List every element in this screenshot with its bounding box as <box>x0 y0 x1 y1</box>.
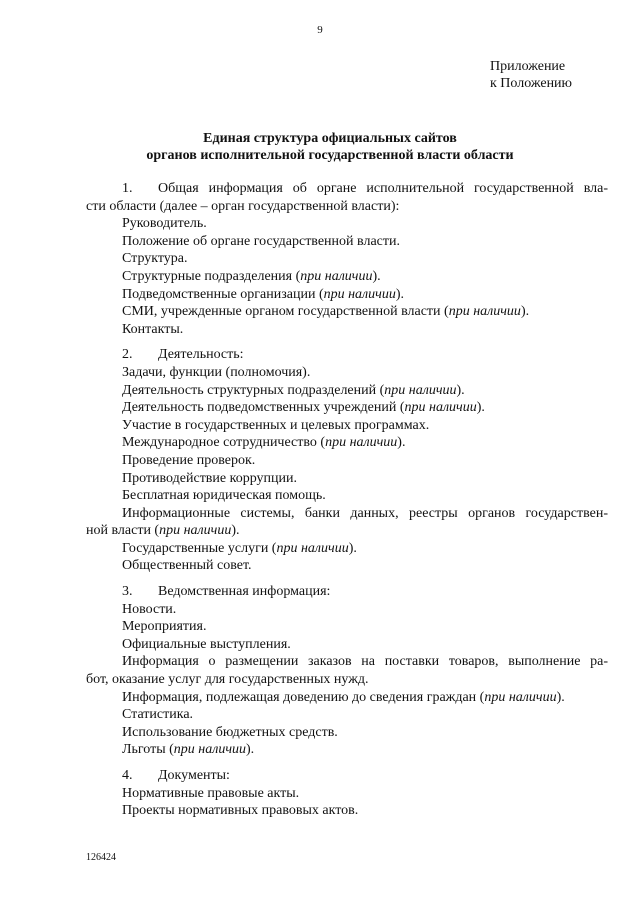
section-heading-text: Деятельность: <box>158 347 244 363</box>
section-4 <box>86 767 608 820</box>
title-line-1: Единая структура официальных сайтов <box>203 131 457 146</box>
list-item: Структура. <box>122 251 188 267</box>
document-body <box>86 180 608 828</box>
list-item: Льготы (при наличии). <box>122 742 255 758</box>
list-item: СМИ, учрежденные органом государственной власти (при наличии). <box>122 304 530 320</box>
note-italic: при наличии <box>159 523 232 539</box>
appendix-line-1: Приложение <box>490 59 566 74</box>
list-item-wrapped: Информация о размещении заказов на поставки товаров, выполнение ра- <box>122 654 608 670</box>
footer-code: 126424 <box>86 852 116 863</box>
note-italic: при наличии <box>276 540 349 556</box>
note-italic: при наличии <box>448 304 521 320</box>
section-number: 2. <box>122 347 133 363</box>
section-heading <box>86 767 608 785</box>
note-italic: при наличии <box>325 435 398 451</box>
list-item-wrapped: Информационные системы, банки данных, реестры органов государствен- <box>122 505 608 521</box>
section-heading-text: Документы: <box>158 768 230 783</box>
section-3 <box>86 583 608 759</box>
list-item: Структурные подразделения (при наличии). <box>122 268 381 284</box>
section-number: 4. <box>122 768 133 783</box>
title-line-2: органов исполнительной государственной власти области <box>146 148 514 163</box>
list-item: Деятельность структурных подразделений (при наличии). <box>122 382 465 398</box>
section-number: 1. <box>122 181 133 196</box>
list-item: Нормативные правовые акты. <box>122 785 300 801</box>
list-item: Статистика. <box>122 707 194 723</box>
list-item: Положение об органе государственной власти. <box>122 233 400 249</box>
list-item: Международное сотрудничество (при наличии). <box>122 435 406 451</box>
note-italic: при наличии <box>323 286 396 302</box>
page-number: 9 <box>317 24 323 36</box>
list-item: Бесплатная юридическая помощь. <box>122 488 326 504</box>
list-item-continued: бот, оказание услуг для государственных нужд. <box>86 672 369 688</box>
list-item: Официальные выступления. <box>122 636 291 652</box>
list-item: Подведомственные организации (при наличии). <box>122 286 405 302</box>
list-item: Общественный совет. <box>122 558 252 574</box>
list-item: Руководитель. <box>122 216 207 232</box>
list-item: Мероприятия. <box>122 619 207 635</box>
appendix-line-2: к Положению <box>490 76 573 91</box>
list-item: Контакты. <box>122 321 184 337</box>
document-title <box>0 130 640 164</box>
list-item: Использование бюджетных средств. <box>122 724 338 740</box>
list-item: Проекты нормативных правовых актов. <box>122 803 359 819</box>
section-heading-continued: сти области (далее – орган государственной власти): <box>86 198 400 214</box>
note-italic: при наличии <box>173 742 247 758</box>
list-item: Противодействие коррупции. <box>122 470 297 486</box>
note-italic: при наличии <box>300 268 373 284</box>
section-heading-text: Ведомственная информация: <box>158 584 331 600</box>
note-italic: при наличии <box>384 382 457 398</box>
section-number: 3. <box>122 584 133 600</box>
section-heading <box>86 583 608 601</box>
list-item: Проведение проверок. <box>122 452 256 468</box>
list-item: Участие в государственных и целевых программах. <box>122 417 430 433</box>
section-2 <box>86 346 608 575</box>
note-italic: при наличии <box>484 689 557 705</box>
list-item-continued: ной власти (при наличии). <box>86 523 240 539</box>
list-item: Деятельность подведомственных учреждений (при наличии). <box>122 400 485 416</box>
section-heading <box>86 180 608 198</box>
list-item: Задачи, функции (полномочия). <box>122 364 311 380</box>
appendix-label <box>490 58 620 92</box>
section-1 <box>86 180 608 338</box>
list-item: Государственные услуги (при наличии). <box>122 540 357 556</box>
list-item: Новости. <box>122 601 177 617</box>
section-heading <box>86 346 608 364</box>
note-italic: при наличии <box>404 400 477 416</box>
section-heading-text: Общая информация об органе исполнительной государственной вла- <box>158 181 608 196</box>
list-item: Информация, подлежащая доведению до сведения граждан (при наличии). <box>122 689 565 705</box>
